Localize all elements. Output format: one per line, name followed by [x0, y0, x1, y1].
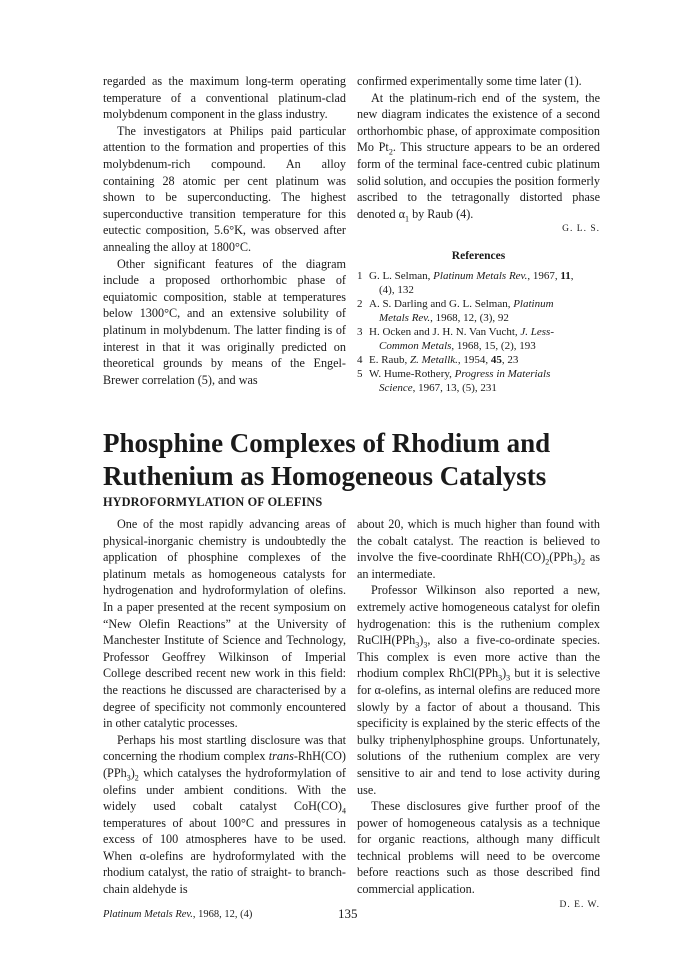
paragraph: The investigators at Philips paid particular attention to the formation and properties of this molybdenum-rich compound. An alloy containing 28 atomic per cent platinum was shown to be superconducting. The highest superconductive transition temperature for this eutectic composition, 5.6°K, was observed after annealing the alloy at 1800°C.	[103, 123, 346, 254]
text-span: , 1967, 13, (5), 231	[412, 381, 497, 394]
subscript: 3	[126, 773, 131, 783]
footer-citation	[103, 909, 252, 920]
journal-name: Z. Metallk.	[409, 353, 458, 366]
journal-name: Science	[379, 381, 413, 394]
top-left-column	[103, 73, 346, 388]
journal-name: Progress in Materials	[454, 367, 551, 380]
paragraph	[357, 582, 600, 798]
text-span: )	[419, 633, 424, 648]
text-span: H. Ocken and J. H. N. Van Vucht,	[369, 325, 521, 338]
text-span: G. L. Selman,	[369, 269, 434, 282]
paragraph	[103, 732, 346, 898]
reference-number: 1	[357, 269, 363, 282]
subscript: 2	[134, 773, 139, 783]
text-span: , 23	[501, 353, 519, 366]
text-span: but it is selective for α-olefins, as internal olefins are reduced more slowly by a factor of about a thousand. This specificity is explained by the steric effects of the bulky triphenylphosphine groups. Unfortunately, solutions of the ruthenium complex are very sensitive to air and tend to lose activity during use.	[357, 666, 601, 797]
reference-item	[357, 325, 600, 353]
journal-name: Platinum Metals Rev.	[433, 269, 528, 282]
reference-text	[369, 353, 600, 367]
text-span: -RhH(CO)(PPh	[103, 749, 346, 780]
text-span: by Raub (4).	[409, 206, 474, 221]
journal-name: Platinum	[513, 297, 554, 310]
reference-number: 5	[357, 367, 363, 380]
volume: 45	[490, 353, 502, 366]
text-span: as an intermediate.	[357, 550, 600, 581]
bottom-right-column	[357, 516, 600, 913]
text-span	[369, 339, 600, 353]
article-title: Phosphine Complexes of Rhodium and Ruthenium as Homogeneous Catalysts	[103, 428, 551, 491]
text-span: )	[130, 765, 135, 780]
text-span: . This structure appears to be an ordered form of the terminal face-centred cubic platinum solid solution, and occupies the position formerly ascribed to the tetragonally distorted phase denoted α	[357, 140, 600, 221]
text-span: Professor Wilkinson also reported a new, extremely active homogeneous catalyst for olefin hydrogenation: this is the ruthenium complex RuClH(PPh	[357, 583, 600, 648]
paragraph: Other significant features of the diagram include a proposed orthorhombic phase of equiatomic composition, stable at temperatures below 1300°C, and an extensive solubility of platinum in molybdenum. The latter finding is of interest in that it was originally predicted on theoretical grounds by means of the Engel-Brewer correlation (5), and was	[103, 256, 346, 387]
text-span	[369, 311, 600, 325]
text-span: about 20, which is much higher than found with the cobalt catalyst. The reaction is believed to involve the five-coordinate RhH(CO)	[357, 517, 600, 565]
text-span: W. Hume-Rothery,	[369, 367, 455, 380]
paragraph: confirmed experimentally some time later (1).	[357, 74, 582, 88]
paragraph	[357, 516, 600, 582]
italic-text: trans	[268, 749, 294, 764]
top-right-column	[357, 73, 600, 395]
text-span: , 1954,	[457, 353, 491, 366]
reference-item	[357, 269, 600, 297]
reference-number: 3	[357, 325, 363, 338]
issue-info: , 1968, 12, (4)	[192, 909, 253, 920]
text-span: A. S. Darling and G. L. Selman,	[369, 297, 514, 310]
journal-name: Metals Rev.	[379, 311, 431, 324]
journal-name: Common Metals	[379, 339, 452, 352]
article-subtitle: HYDROFORMYLATION OF OLEFINS	[103, 495, 323, 509]
page-number: 135	[338, 906, 358, 921]
author-initials: D. E. W.	[559, 899, 600, 910]
reference-text	[369, 325, 600, 353]
subscript: 4	[342, 806, 346, 816]
reference-item	[357, 353, 600, 367]
subscript: 3	[573, 557, 577, 567]
text-span: At the platinum-rich end of the system, the new diagram indicates the existence of a second orthorhombic phase, of approximate composition Mo Pt	[357, 90, 600, 155]
text-span: (PPh	[549, 550, 573, 565]
text-span: which catalyses the hydroformylation of olefins under ambient conditions. With the widely used cobalt catalyst CoH(CO)	[103, 765, 346, 814]
references-heading: References	[451, 249, 506, 262]
journal-name: J. Less-	[520, 325, 554, 338]
reference-item	[357, 297, 600, 325]
text-span: , 1968, 15, (2), 193	[451, 339, 536, 352]
reference-number: 4	[357, 353, 363, 366]
reference-text	[369, 297, 600, 325]
text-span: )	[577, 550, 582, 565]
text-span: temperatures of about 100°C and pressures in excess of 100 atmospheres have to be used. When α-olefins are hydroformylated with the rhodium catalyst, the ratio of straight- to branch-chain aldehyde is	[103, 815, 346, 897]
paragraph	[357, 90, 600, 223]
text-span: , also a five-co-ordinate species. This complex is even more active than the rhodium complex RhCl(PPh	[357, 633, 600, 681]
subscript: 3	[423, 640, 428, 650]
text-span	[369, 381, 600, 395]
reference-number: 2	[357, 297, 363, 310]
bottom-left-column	[103, 516, 346, 898]
volume: 11	[560, 269, 571, 282]
subscript: 3	[498, 673, 503, 683]
subscript: 3	[506, 673, 511, 683]
text-span: (4), 132	[379, 283, 414, 296]
reference-item	[357, 367, 600, 395]
paragraph: regarded as the maximum long-term operating temperature of a conventional platinum-clad molybdenum component in the glass industry.	[103, 74, 346, 122]
journal-name: Platinum Metals Rev.	[103, 909, 193, 920]
paragraph: These disclosures give further proof of the power of homogeneous catalysis as a technique for organic reactions, although many difficult technical problems will need to be overcome before reactions such as those described find commercial application.	[357, 799, 600, 897]
text-span: , 1968, 12, (3), 92	[430, 311, 509, 324]
text-span: )	[502, 666, 507, 681]
reference-text	[369, 367, 600, 395]
paragraph: One of the most rapidly advancing areas of physical-inorganic chemistry is undoubtedly the application of phosphine complexes of the platinum metals as homogeneous catalysts for hydrogenation and hydroformylation of olefins. In a paper presented at the recent symposium on “New Olefin Reactions” at the University of Manchester Institute of Science and Technology, Professor Geoffrey Wilkinson of Imperial College described recent new work in this field: the reactions he discussed are characterised by a degree of specificity not commonly encountered in other catalytic processes.	[103, 517, 346, 731]
reference-text: G. L. Selman, Platinum Metals Rev., 1967, 11, (4), 132	[369, 269, 600, 297]
subscript: 1	[405, 214, 410, 224]
text-span: Perhaps his most startling disclosure was that concerning the rhodium complex	[103, 732, 346, 764]
author-initials: G. L. S.	[562, 224, 600, 235]
subscript: 3	[415, 640, 420, 650]
subscript: 2	[545, 557, 550, 567]
subscript: 2	[581, 557, 586, 567]
text-span: E. Raub,	[369, 353, 410, 366]
text-span: , 1967,	[527, 269, 561, 282]
subscript: 2	[388, 147, 393, 157]
references-list	[357, 269, 600, 395]
